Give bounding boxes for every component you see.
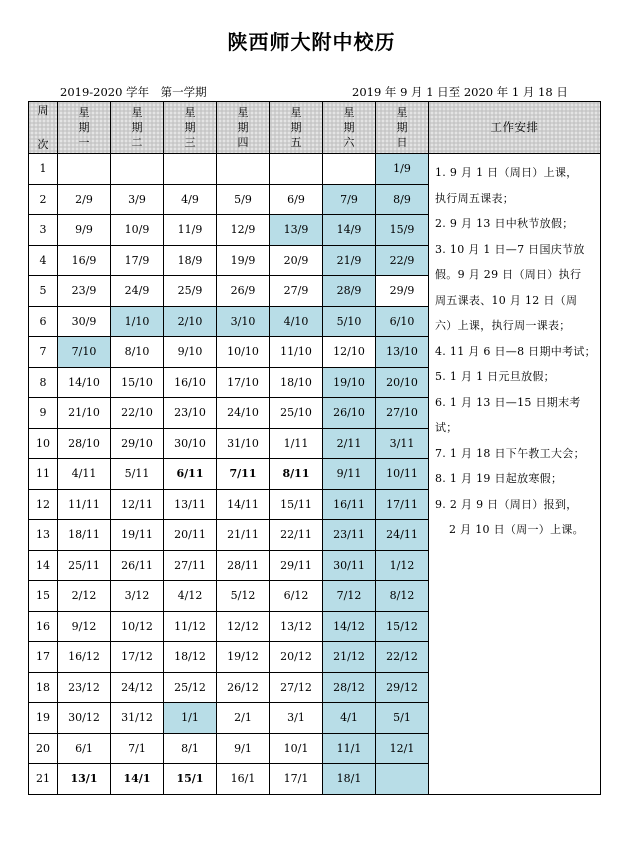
date-cell-mon: 4/11 [58, 459, 111, 490]
date-cell-fri: 22/11 [270, 520, 323, 551]
date-cell-tue: 19/11 [111, 520, 164, 551]
date-cell-tue: 1/10 [111, 306, 164, 337]
day-header-label: 星 期 六 [343, 106, 355, 149]
date-cell-sat: 21/9 [323, 245, 376, 276]
week-number: 8 [29, 367, 58, 398]
date-cell-mon: 28/10 [58, 428, 111, 459]
date-cell-mon: 13/1 [58, 764, 111, 795]
date-cell-wed: 30/10 [164, 428, 217, 459]
date-cell-fri: 6/9 [270, 184, 323, 215]
day-header-sat [323, 102, 376, 154]
date-cell-wed: 13/11 [164, 489, 217, 520]
date-cell-wed: 11/9 [164, 215, 217, 246]
note-line: 六）上课，执行周一课表； [435, 319, 571, 332]
date-cell-thu: 26/12 [217, 672, 270, 703]
date-cell-wed: 15/1 [164, 764, 217, 795]
date-cell-fri: 6/12 [270, 581, 323, 612]
date-cell-sun: 27/10 [376, 398, 429, 429]
date-cell-tue: 17/12 [111, 642, 164, 673]
academic-year-term: 2019-2020 学年 第一学期 [60, 85, 207, 99]
date-cell-tue: 29/10 [111, 428, 164, 459]
week-row [29, 154, 601, 185]
date-cell-sun: 20/10 [376, 367, 429, 398]
date-cell-mon: 23/12 [58, 672, 111, 703]
date-cell-sat: 23/11 [323, 520, 376, 551]
date-cell-tue: 3/9 [111, 184, 164, 215]
date-cell-sat: 11/1 [323, 733, 376, 764]
date-cell-fri: 18/10 [270, 367, 323, 398]
day-header-tue [111, 102, 164, 154]
date-cell-mon: 6/1 [58, 733, 111, 764]
day-header-label: 星 期 四 [237, 106, 249, 149]
week-number: 9 [29, 398, 58, 429]
date-cell-fri: 15/11 [270, 489, 323, 520]
date-cell-thu: 10/10 [217, 337, 270, 368]
note-line: 9. 2 月 9 日（周日）报到， [435, 497, 578, 511]
school-calendar-table [28, 101, 601, 795]
date-cell-sun: 10/11 [376, 459, 429, 490]
date-cell-thu: 2/1 [217, 703, 270, 734]
day-header-sun [376, 102, 429, 154]
day-header-mon [58, 102, 111, 154]
date-cell-wed: 8/1 [164, 733, 217, 764]
date-cell-thu: 7/11 [217, 459, 270, 490]
date-cell-fri: 27/12 [270, 672, 323, 703]
date-cell-fri: 13/12 [270, 611, 323, 642]
date-cell-mon: 7/10 [58, 337, 111, 368]
week-number: 16 [29, 611, 58, 642]
date-cell-sun: 24/11 [376, 520, 429, 551]
date-cell-thu: 12/9 [217, 215, 270, 246]
date-cell-sat: 2/11 [323, 428, 376, 459]
date-cell-fri: 3/1 [270, 703, 323, 734]
term-date-range: 2019 年 9 月 1 日至 2020 年 1 月 18 日 [352, 85, 568, 99]
date-cell-thu: 16/1 [217, 764, 270, 795]
date-cell-fri: 8/11 [270, 459, 323, 490]
date-cell-sun: 1/12 [376, 550, 429, 581]
date-cell-thu: 14/11 [217, 489, 270, 520]
date-cell-thu: 21/11 [217, 520, 270, 551]
date-cell-tue: 5/11 [111, 459, 164, 490]
week-number: 17 [29, 642, 58, 673]
date-cell-thu: 5/12 [217, 581, 270, 612]
note-line: 周五课表、10 月 12 日（周 [435, 293, 578, 307]
date-cell-mon [58, 154, 111, 185]
date-cell-sat: 4/1 [323, 703, 376, 734]
date-cell-fri [270, 154, 323, 185]
date-cell-wed: 23/10 [164, 398, 217, 429]
date-cell-wed: 18/9 [164, 245, 217, 276]
date-cell-mon: 25/11 [58, 550, 111, 581]
date-cell-wed: 25/9 [164, 276, 217, 307]
date-cell-sat: 30/11 [323, 550, 376, 581]
date-cell-sun: 5/1 [376, 703, 429, 734]
date-cell-thu: 5/9 [217, 184, 270, 215]
date-cell-sat [323, 154, 376, 185]
date-cell-wed: 9/10 [164, 337, 217, 368]
note-line: 试； [435, 421, 458, 434]
date-cell-fri: 29/11 [270, 550, 323, 581]
week-number: 21 [29, 764, 58, 795]
day-header-label: 星 期 日 [396, 106, 408, 149]
day-header-thu [217, 102, 270, 154]
date-cell-thu: 31/10 [217, 428, 270, 459]
date-cell-sun: 8/9 [376, 184, 429, 215]
page-title: 陕西师大附中校历 [227, 30, 396, 54]
date-cell-wed [164, 154, 217, 185]
date-cell-tue: 7/1 [111, 733, 164, 764]
date-cell-fri: 10/1 [270, 733, 323, 764]
note-line: 7. 1 月 18 日下午教工大会； [435, 446, 585, 460]
week-number: 1 [29, 154, 58, 185]
date-cell-sun: 15/12 [376, 611, 429, 642]
note-line: 6. 1 月 13 日—15 日期末考 [435, 395, 581, 409]
date-cell-wed: 4/9 [164, 184, 217, 215]
date-cell-thu: 28/11 [217, 550, 270, 581]
date-cell-mon: 14/10 [58, 367, 111, 398]
date-cell-thu [217, 154, 270, 185]
note-line: 执行周五课表； [435, 191, 515, 205]
date-cell-thu: 24/10 [217, 398, 270, 429]
date-cell-thu: 19/12 [217, 642, 270, 673]
day-header-label: 星 期 五 [290, 106, 302, 149]
date-cell-sat: 14/9 [323, 215, 376, 246]
work-schedule-notes [429, 154, 601, 795]
date-cell-wed: 11/12 [164, 611, 217, 642]
week-number: 6 [29, 306, 58, 337]
date-cell-sat: 16/11 [323, 489, 376, 520]
date-cell-sat: 5/10 [323, 306, 376, 337]
date-cell-tue: 24/9 [111, 276, 164, 307]
date-cell-tue: 17/9 [111, 245, 164, 276]
date-cell-tue: 3/12 [111, 581, 164, 612]
week-header-label: 周 次 [37, 104, 49, 151]
week-number: 20 [29, 733, 58, 764]
date-cell-wed: 2/10 [164, 306, 217, 337]
date-cell-sat: 19/10 [323, 367, 376, 398]
date-cell-tue [111, 154, 164, 185]
week-number: 18 [29, 672, 58, 703]
day-header-fri [270, 102, 323, 154]
week-number: 19 [29, 703, 58, 734]
date-cell-wed: 6/11 [164, 459, 217, 490]
date-cell-sat: 9/11 [323, 459, 376, 490]
date-cell-sun: 22/9 [376, 245, 429, 276]
note-line: 2 月 10 日（周一）上课。 [449, 523, 584, 536]
date-cell-tue: 26/11 [111, 550, 164, 581]
date-cell-fri: 11/10 [270, 337, 323, 368]
date-cell-thu: 17/10 [217, 367, 270, 398]
date-cell-thu: 12/12 [217, 611, 270, 642]
week-number: 4 [29, 245, 58, 276]
date-cell-wed: 4/12 [164, 581, 217, 612]
note-line: 5. 1 月 1 日元旦放假； [435, 370, 555, 383]
date-cell-mon: 16/9 [58, 245, 111, 276]
notes-header: 工作安排 [429, 102, 601, 154]
date-cell-tue: 8/10 [111, 337, 164, 368]
note-line: 假。9 月 29 日（周日）执行 [435, 268, 582, 281]
date-cell-sat: 12/10 [323, 337, 376, 368]
table-header-row [29, 102, 601, 154]
date-cell-sun: 12/1 [376, 733, 429, 764]
date-cell-fri: 20/9 [270, 245, 323, 276]
date-cell-sat: 28/12 [323, 672, 376, 703]
date-cell-sun: 1/9 [376, 154, 429, 185]
date-cell-sat: 21/12 [323, 642, 376, 673]
date-cell-wed: 18/12 [164, 642, 217, 673]
date-cell-tue: 10/12 [111, 611, 164, 642]
date-cell-mon: 23/9 [58, 276, 111, 307]
date-cell-sun: 29/12 [376, 672, 429, 703]
date-cell-wed: 25/12 [164, 672, 217, 703]
week-number: 3 [29, 215, 58, 246]
week-number: 10 [29, 428, 58, 459]
note-line: 4. 11 月 6 日—8 日期中考试； [435, 344, 596, 358]
date-cell-sun: 6/10 [376, 306, 429, 337]
date-cell-sun: 17/11 [376, 489, 429, 520]
date-cell-mon: 2/9 [58, 184, 111, 215]
week-number: 5 [29, 276, 58, 307]
date-cell-sat: 18/1 [323, 764, 376, 795]
week-number: 15 [29, 581, 58, 612]
note-line: 2. 9 月 13 日中秋节放假； [435, 217, 574, 230]
date-cell-thu: 9/1 [217, 733, 270, 764]
date-cell-fri: 4/10 [270, 306, 323, 337]
date-cell-mon: 30/9 [58, 306, 111, 337]
date-cell-sun: 15/9 [376, 215, 429, 246]
day-header-wed [164, 102, 217, 154]
date-cell-mon: 11/11 [58, 489, 111, 520]
date-cell-fri: 13/9 [270, 215, 323, 246]
date-cell-fri: 20/12 [270, 642, 323, 673]
date-cell-sat: 7/12 [323, 581, 376, 612]
week-header [29, 102, 58, 154]
date-cell-sat: 7/9 [323, 184, 376, 215]
date-cell-tue: 12/11 [111, 489, 164, 520]
date-cell-tue: 31/12 [111, 703, 164, 734]
day-header-label: 星 期 三 [184, 106, 196, 149]
week-number: 14 [29, 550, 58, 581]
date-cell-thu: 26/9 [217, 276, 270, 307]
date-cell-mon: 21/10 [58, 398, 111, 429]
day-header-label: 星 期 二 [131, 106, 143, 149]
date-cell-tue: 10/9 [111, 215, 164, 246]
date-cell-fri: 17/1 [270, 764, 323, 795]
date-cell-mon: 9/9 [58, 215, 111, 246]
date-cell-tue: 24/12 [111, 672, 164, 703]
date-cell-mon: 2/12 [58, 581, 111, 612]
date-cell-fri: 25/10 [270, 398, 323, 429]
date-cell-thu: 3/10 [217, 306, 270, 337]
date-cell-sun: 29/9 [376, 276, 429, 307]
date-cell-tue: 15/10 [111, 367, 164, 398]
date-cell-fri: 1/11 [270, 428, 323, 459]
date-cell-sat: 14/12 [323, 611, 376, 642]
date-cell-tue: 14/1 [111, 764, 164, 795]
date-cell-mon: 16/12 [58, 642, 111, 673]
week-number: 2 [29, 184, 58, 215]
day-header-label: 星 期 一 [78, 106, 90, 149]
week-number: 7 [29, 337, 58, 368]
date-cell-mon: 18/11 [58, 520, 111, 551]
note-line: 3. 10 月 1 日—7 日国庆节放 [435, 242, 585, 256]
date-cell-sun [376, 764, 429, 795]
date-cell-wed: 20/11 [164, 520, 217, 551]
date-cell-mon: 30/12 [58, 703, 111, 734]
date-cell-wed: 1/1 [164, 703, 217, 734]
date-cell-sun: 8/12 [376, 581, 429, 612]
date-cell-thu: 19/9 [217, 245, 270, 276]
date-cell-mon: 9/12 [58, 611, 111, 642]
date-cell-sat: 28/9 [323, 276, 376, 307]
date-cell-wed: 27/11 [164, 550, 217, 581]
week-number: 13 [29, 520, 58, 551]
week-number: 12 [29, 489, 58, 520]
date-cell-wed: 16/10 [164, 367, 217, 398]
week-number: 11 [29, 459, 58, 490]
date-cell-sun: 13/10 [376, 337, 429, 368]
note-line: 1. 9 月 1 日（周日）上课， [435, 166, 578, 179]
date-cell-sun: 22/12 [376, 642, 429, 673]
date-cell-fri: 27/9 [270, 276, 323, 307]
date-cell-sat: 26/10 [323, 398, 376, 429]
note-line: 8. 1 月 19 日起放寒假； [435, 472, 563, 485]
date-cell-tue: 22/10 [111, 398, 164, 429]
date-cell-sun: 3/11 [376, 428, 429, 459]
